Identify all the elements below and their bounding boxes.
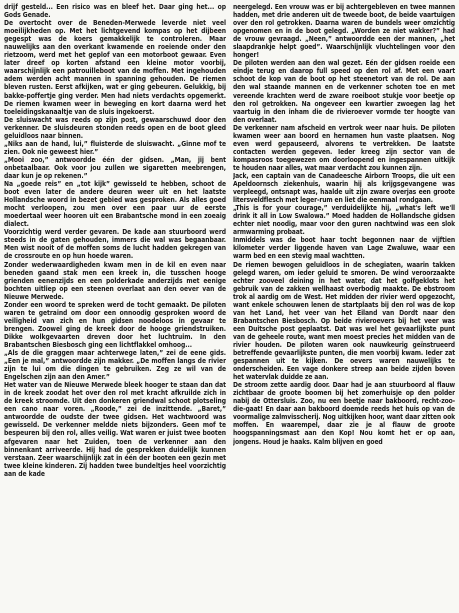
paragraph: Na „goede reis” en „tot kijk” gewisseld te hebben, schoot de boot even later de andere deuren weer uit en het laatste Hollandsche woord in bezet gebied was gesproken. Als alles goed mocht verloopen, zou men over een paar uur de eerste moedertaal weer hooren uit een Brabantsche mond in een zoeaig dialect. [4, 180, 226, 229]
paragraph: „Niks aan de hand, lui,” fluisterde de sluiswacht. „Ginne mof te zien. Ook nie geweest hier.” [4, 139, 226, 156]
paragraph: Zonder wederwaardigheden kwam men in de kil en even naar beneden gaand stak men een kreek in, die tusschen hooge grienden eenenzijds en een polderkade anderzijds met eenige bochten uitliep op een steenen overlaat aan den oever van de Nieuwe Merwede. [4, 260, 226, 301]
paragraph: „Mooi zoo,” antwoordde één der gidsen. „Man, jij bent onbetaalbaar. Ook voor jou zullen we sigaretten meebrengen, daar kun je op rekenen.” [4, 155, 226, 180]
paragraph: „This is for your courage,” verduidelijkte hij, „what's left we'll drink it all in Low Swalowa.” Moed hadden de Hollandsche gidsen echter niet noodig, maar voor den guren nachtwind was een slok armwarming probaat. [233, 204, 455, 237]
text-columns [4, 3, 455, 613]
paragraph: De overtocht over de Beneden-Merwede leverde niet veel moeilijkheden op. Met het lichtgevend kompas op het dijbeen gegespt was de koers gemakkelijk te controleren. Maar nauwelijks aan den overkant kwamende en roeiende onder den rietzoom, werd met het geplof van een motorboot gewaar. Even later dreef op korten afstand een kleine motor voorbij, waarschijnlijk een patrouilleboot van de moffen. Met ingehouden adem werden acht mannen in spanning gehouden. De riemen bleven rusten. Eerst afkijken, wat er ging gebeuren. Gelukkig, bij bakke-poffertje ging verder. Men had niets verdachts opgemerkt. De riemen kwamen weer in beweging en kort daarna werd het toeleidingskanaaltje van de sluis ingekoerst. [4, 19, 226, 116]
paragraph: De riemen bewogen geluidloos in de schegiaten, waarin takken gelegd waren, om ieder geluid te smoren. De wind veroorzaakte echter zooveel deining in het water, dat het golfgeklots het gebruik van de zakken wellhaast overbodig maakte. De ebstroom trok al aardig om de West. Het midden der rivier werd opgezocht, want enkele schouwen lenen de startplaats bij den rol was de kop van het Land, het veer van het Eiland van Dordt naar den Brabantschen Biesbosch. Op beide rivieroevers bij het veer was een Duitsche post geplaatst. Dat was wel het gevaarlijkste punt van de geheele route, want men moest precies het midden van de rivier houden. De piloten waren ook nauwkeurig geïnstrueerd betreffende gevaarlijkste punten, die men voorbij kwam. Ieder zat gespannen uit te kijken. De oevers waren nauwelijks te onderscheiden. Een vage donkere streep aan beide zijden boven het watervlak duidde ze aan. [233, 260, 455, 382]
paragraph: „Als de die graggen maar achterwege laten,” zei de eene gids. „Een je mal,” antwoordde zijn makker. „De moffen langs de rivier zijn te lui om die dingen te gebruiken. Zeg ze wil van de Engelschen zijn aan den Amer.” [4, 349, 226, 382]
paragraph: De piloten werden aan den wal gezet. Eén der gidsen roeide een eindje terug en daarop full speed op den rol af. Met een vaart schoot de kop van de boot op het steenetort van de rol. De aan den wal staande mannen en de verkenner schoten toe en met vereende krachten werd de zware roeiboot stukje voor beetje op den rol getrokken. Na ongeveer een kwartier zwoegen lag het vaartuig in den inham die de rivieroever vormde ter hoogte van den overlaat. [233, 59, 455, 124]
paragraph: Jack, een captain van de Canadeesche Airborn Troops, die uit een Apeldoornsch ziekenhuis, waarin hij als krijgsgevangene was verpleegd, ontsnapt was, haalde uit zijn zware overjas een groote litersveldflesch met leger-rum en liet die eenmaal rondgaan. [233, 171, 455, 205]
right-column [233, 3, 455, 613]
paragraph: De sluiswacht was reeds op zijn post, gewaarschuwd door den verkenner. De sluisdeuren stonden reeds open en de boot gleed geluidloos naar binnen. [4, 115, 226, 140]
paragraph: Het water van de Nieuwe Merwede bleek hooger te staan dan dat in de kreek zoodat het over den rol met kracht afkruilde zich in de kreek stroomde. Uit den donkeren griendwal schoot plotseling een cano naar voren. „Roode,” zei de inzittende. „Baret,” antwoordde de oudste der twee gidsen. Het wachtwoord was gewisseld. De verkenner meldde niets bijzonders. Geen mof te bespeuren bij den rol, alles veilig. Wat waren er juist twee booten afgevaren naar het Zuiden, toen de verkenner aan den binnenkant arriveerde. Hij had de gesprekken duidelijk kunnen verstaan. Zeer waarschijnlijk zat in één der booten een gezin met twee kleine kinderen. Zij hadden twee bundeltjes heel voorzichtig aan de kade [4, 381, 226, 478]
paragraph: Zonder een woord te spreken werd de tocht gemaakt. De piloten waren te getraind om door een onnoodig gesproken woord de veiligheid van zich en hun gidsen noodeloos in gevaar te brengen. Zoowel ging de kreek door de hooge griendstruiken. Dikke wolkgevaarten dreven door het luchtruim. In den Brabantschen Biesbosch ging een lichtflakkel omhoog... [4, 300, 226, 349]
paragraph: drijf gesteld... Een risico was en bleef het. Daar ging het... op Gods Genade. [4, 3, 226, 20]
paragraph: De stroom zette aardig door. Daar had je aan stuurboord al flauw zichtbaar de groote boomen bij het zomerhuisje op den polder nabij de Ottersluis. Zoo, nu een beetje naar bakboord, recht-zoo-die-gaat! En daar aan bakboord doemde reeds het huis op van de voormalige zalmvisscherij. Nog uitkijken hoor, want daar zitten ook moffen. En waarempel, daar zie je al flauw de groote hoogspanningsmast aan den Kop! Nou komt het er op aan, jongens. Houd je haaks. Kalm blijven en goed [233, 381, 455, 446]
paragraph: Voorzichtig werd verder gevaren. De kade aan stuurboord werd steeds in de gaten gehouden, immers die wal was begaanbaar. Men wist nooit of de moffen soms de lucht hadden gekregen van de crossroute en op hun hoede waren. [4, 228, 226, 261]
left-column [4, 3, 226, 613]
paragraph: De verkenner nam afscheid en vertrok weer naar huis. De piloten kwamen weer aan boord en hernamen hun vaste plaatsen. Nog even werd gepauseerd, alvorens te vertrekken. De laatste contacten werden gegeven. Ieder kreeg zijn sector van de kompasroos toegewezen om doorloopend en ingespannen uitkijk te houden naar alles, wat maar verdacht zou kunnen zijn. [233, 123, 455, 172]
paragraph: Inmiddels was de boot haar tocht begonnen naar de vijftien kilometer verder liggende haven van Lage Zwaluwe, waar een warm bed en een stevig maal wachtten. [233, 236, 455, 261]
paragraph: neergelegd. Een vrouw was er bij achtergebleven en twee mannen hadden, met drie anderen uit de tweede boot, de beide vaartuigen over den rol getrokken. Daarna waren de bundels weer omzichtig opgenomen en in de boot gelegd. „Worden ze niet wakker?” had de vrouw gevraagd. „Neen,” antwoordde een der mannen, „het slaapdrankje helpt goed”. Waarschijnlijk vluchtelingen voor den honger! [233, 3, 455, 60]
